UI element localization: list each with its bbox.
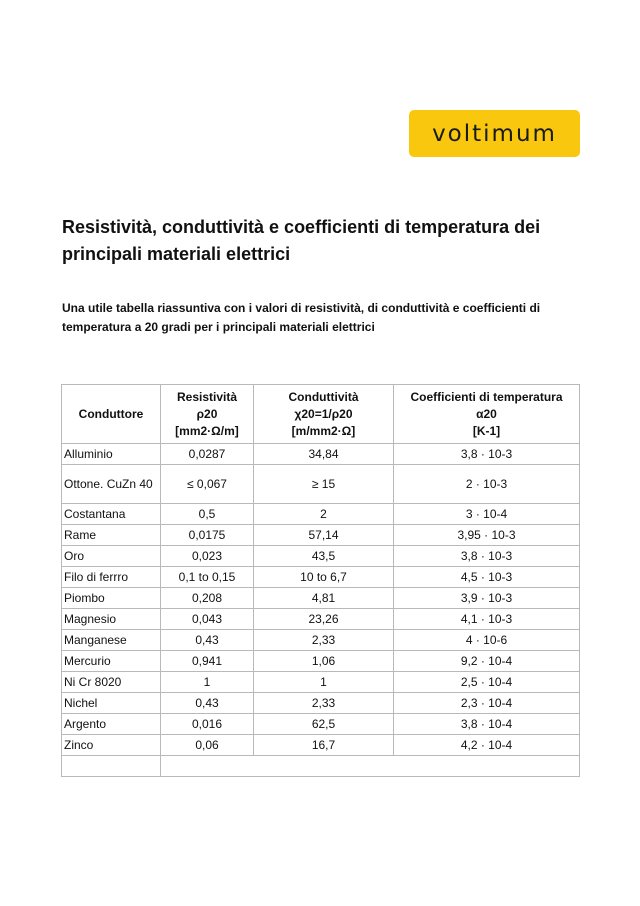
cell-coefficient: 3,8 · 10-3 xyxy=(394,546,580,567)
cell-resistivity: 0,941 xyxy=(161,651,254,672)
cell-conductivity: ≥ 15 xyxy=(254,465,394,504)
cell-material: Piombo xyxy=(62,588,161,609)
cell-resistivity: 1 xyxy=(161,672,254,693)
table-row xyxy=(62,672,580,693)
cell-resistivity: 0,023 xyxy=(161,546,254,567)
cell-resistivity: 0,0175 xyxy=(161,525,254,546)
materials-table xyxy=(61,384,580,777)
cell-material: Ni Cr 8020 xyxy=(62,672,161,693)
cell-conductivity: 2,33 xyxy=(254,630,394,651)
cell-conductivity: 2 xyxy=(254,504,394,525)
cell-resistivity: 0,1 to 0,15 xyxy=(161,567,254,588)
header-resistivity: Resistività ρ20 [mm2·Ω/m] xyxy=(161,385,254,444)
voltimum-logo xyxy=(409,110,580,157)
logo-text: voltimum xyxy=(432,120,557,147)
cell-conductivity: 4,81 xyxy=(254,588,394,609)
cell-coefficient: 2,5 · 10-4 xyxy=(394,672,580,693)
cell-material: Mercurio xyxy=(62,651,161,672)
table-row xyxy=(62,714,580,735)
cell-coefficient: 2,3 · 10-4 xyxy=(394,693,580,714)
cell-coefficient: 9,2 · 10-4 xyxy=(394,651,580,672)
table-row xyxy=(62,504,580,525)
cell-material: Rame xyxy=(62,525,161,546)
cell-conductivity: 23,26 xyxy=(254,609,394,630)
cell-empty xyxy=(161,756,580,777)
table-row xyxy=(62,546,580,567)
cell-resistivity: 0,5 xyxy=(161,504,254,525)
table-row xyxy=(62,465,580,504)
table-row xyxy=(62,588,580,609)
cell-coefficient: 2 · 10-3 xyxy=(394,465,580,504)
cell-material: Ottone. CuZn 40 xyxy=(62,465,161,504)
cell-resistivity: 0,43 xyxy=(161,693,254,714)
cell-conductivity: 16,7 xyxy=(254,735,394,756)
cell-resistivity: 0,43 xyxy=(161,630,254,651)
table-row xyxy=(62,567,580,588)
cell-resistivity: 0,06 xyxy=(161,735,254,756)
cell-material: Filo di ferrro xyxy=(62,567,161,588)
table-row xyxy=(62,525,580,546)
cell-conductivity: 1,06 xyxy=(254,651,394,672)
table-row-empty xyxy=(62,756,580,777)
cell-coefficient: 3 · 10-4 xyxy=(394,504,580,525)
cell-coefficient: 3,9 · 10-3 xyxy=(394,588,580,609)
cell-material: Nichel xyxy=(62,693,161,714)
cell-conductivity: 57,14 xyxy=(254,525,394,546)
cell-resistivity: 0,0287 xyxy=(161,444,254,465)
cell-resistivity: 0,016 xyxy=(161,714,254,735)
cell-coefficient: 4,5 · 10-3 xyxy=(394,567,580,588)
cell-material: Magnesio xyxy=(62,609,161,630)
cell-coefficient: 3,8 · 10-4 xyxy=(394,714,580,735)
cell-material: Manganese xyxy=(62,630,161,651)
table-row xyxy=(62,609,580,630)
cell-conductivity: 43,5 xyxy=(254,546,394,567)
cell-coefficient: 4 · 10-6 xyxy=(394,630,580,651)
table-row xyxy=(62,444,580,465)
cell-material: Oro xyxy=(62,546,161,567)
page-subtitle: Una utile tabella riassuntiva con i valori di resistività, di conduttività e coefficienti di temperatura a 20 gradi per i principali materiali elettrici xyxy=(62,301,541,334)
cell-material: Alluminio xyxy=(62,444,161,465)
cell-coefficient: 4,1 · 10-3 xyxy=(394,609,580,630)
cell-resistivity: ≤ 0,067 xyxy=(161,465,254,504)
cell-conductivity: 62,5 xyxy=(254,714,394,735)
cell-resistivity: 0,208 xyxy=(161,588,254,609)
cell-material: Zinco xyxy=(62,735,161,756)
cell-coefficient: 3,95 · 10-3 xyxy=(394,525,580,546)
cell-resistivity: 0,043 xyxy=(161,609,254,630)
cell-material: Costantana xyxy=(62,504,161,525)
header-conductivity: Conduttività χ20=1/ρ20 [m/mm2·Ω] xyxy=(254,385,394,444)
header-coefficient: Coefficienti di temperatura α20 [K-1] xyxy=(394,385,580,444)
table-row xyxy=(62,630,580,651)
header-conductor: Conduttore xyxy=(62,385,161,444)
page-title: Resistività, conduttività e coefficienti di temperatura dei principali materiali elettrici xyxy=(62,217,541,264)
cell-coefficient: 3,8 · 10-3 xyxy=(394,444,580,465)
cell-material: Argento xyxy=(62,714,161,735)
table-header-row xyxy=(62,385,580,444)
cell-empty xyxy=(62,756,161,777)
cell-conductivity: 10 to 6,7 xyxy=(254,567,394,588)
table-row xyxy=(62,735,580,756)
cell-coefficient: 4,2 · 10-4 xyxy=(394,735,580,756)
cell-conductivity: 2,33 xyxy=(254,693,394,714)
table-row xyxy=(62,651,580,672)
table-row xyxy=(62,693,580,714)
cell-conductivity: 1 xyxy=(254,672,394,693)
cell-conductivity: 34,84 xyxy=(254,444,394,465)
